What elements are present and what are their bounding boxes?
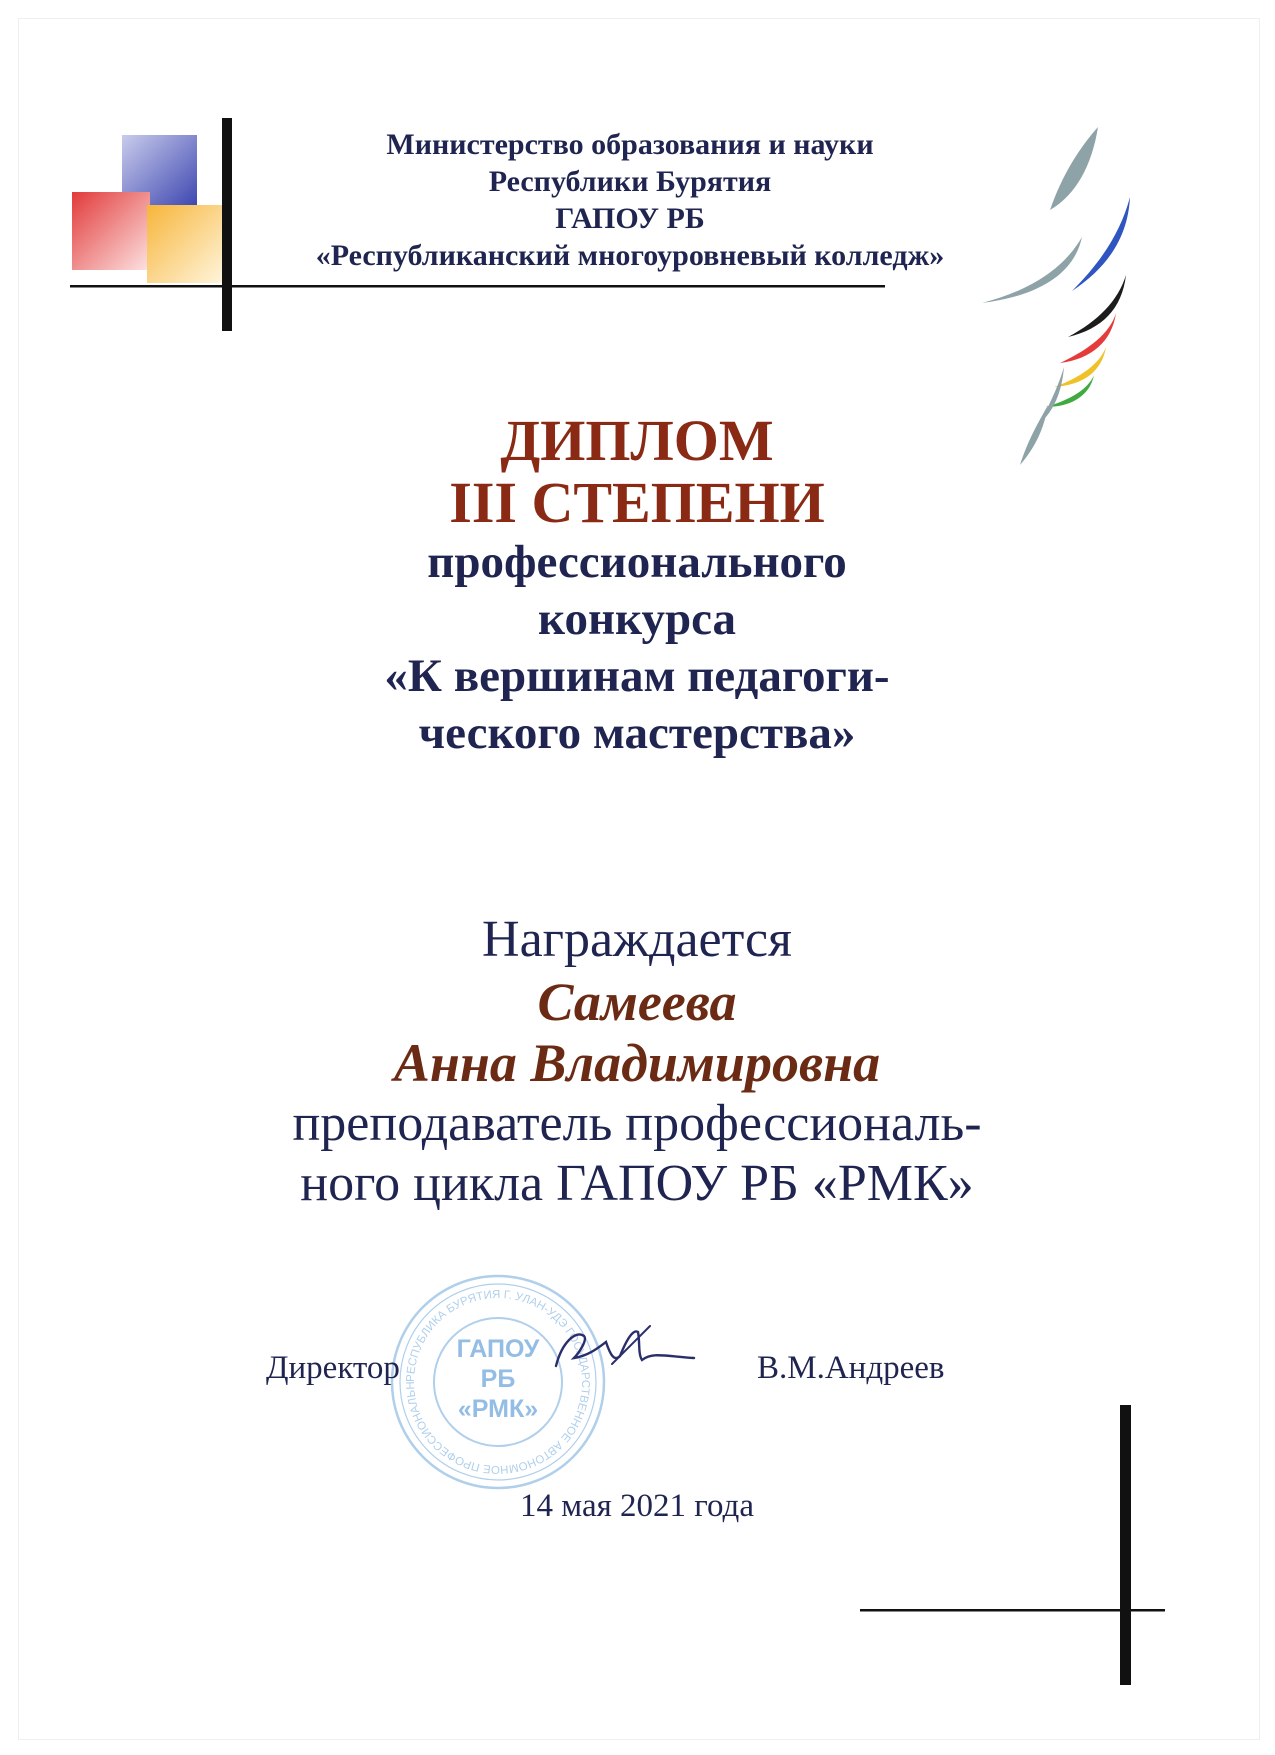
recipient-surname: Самеева <box>537 972 737 1032</box>
signature-icon <box>548 1318 698 1388</box>
diploma-title <box>237 410 1037 762</box>
signatory-name: В.М.Андреев <box>757 1350 945 1386</box>
signatory-role: Директор <box>266 1350 400 1386</box>
award-section <box>187 908 1087 1214</box>
stamp-center-line: «РМК» <box>457 1395 539 1423</box>
issuer-header <box>230 126 1030 274</box>
awarded-label: Награждается <box>482 911 792 968</box>
issuer-line-abbrev: ГАПОУ РБ <box>555 202 705 235</box>
corner-squares-logo <box>70 110 250 340</box>
issue-date: 14 мая 2021 года <box>520 1488 754 1524</box>
issuer-line-college: «Республиканский многоуровневый колледж» <box>315 239 945 272</box>
issuer-line-republic: Республики Бурятия <box>488 165 772 198</box>
stamp-center-line: ГАПОУ <box>456 1335 540 1363</box>
recipient-given-names: Анна Владимировна <box>393 1033 881 1093</box>
contest-line: конкурса <box>537 593 737 645</box>
issuer-line-ministry: Министерство образования и науки <box>386 128 874 161</box>
stamp-ring-text: РЕСПУБЛИКА БУРЯТИЯ Г. УЛАН-УДЭ ГОСУДАРСТВЕННОЕ АВТОНОМНОЕ ПРОФЕССИОНАЛЬНОЕ ОБРАЗОВАТЕЛЬНОЕ УЧРЕЖДЕНИЕ РЕСПУБЛИКИ БУРЯТИЯ РЕСПУБЛИКАНСКИЙ МНОГОУРОВНЕВЫЙ КОЛЛЕДЖ <box>382 1263 592 1476</box>
diploma-heading: ДИПЛОМ <box>500 408 774 473</box>
stamp-center-line: РБ <box>480 1365 516 1393</box>
contest-line: ческого мастерства» <box>418 707 856 759</box>
contest-line: «К вершинам педагоги- <box>384 650 890 702</box>
diploma-degree: III СТЕПЕНИ <box>449 470 825 535</box>
recipient-position-line: преподаватель профессиональ- <box>292 1095 982 1152</box>
corner-cross-decoration <box>855 1400 1175 1700</box>
contest-line: профессионального <box>427 536 847 588</box>
recipient-position-line: ного цикла ГАПОУ РБ «РМК» <box>300 1155 974 1212</box>
